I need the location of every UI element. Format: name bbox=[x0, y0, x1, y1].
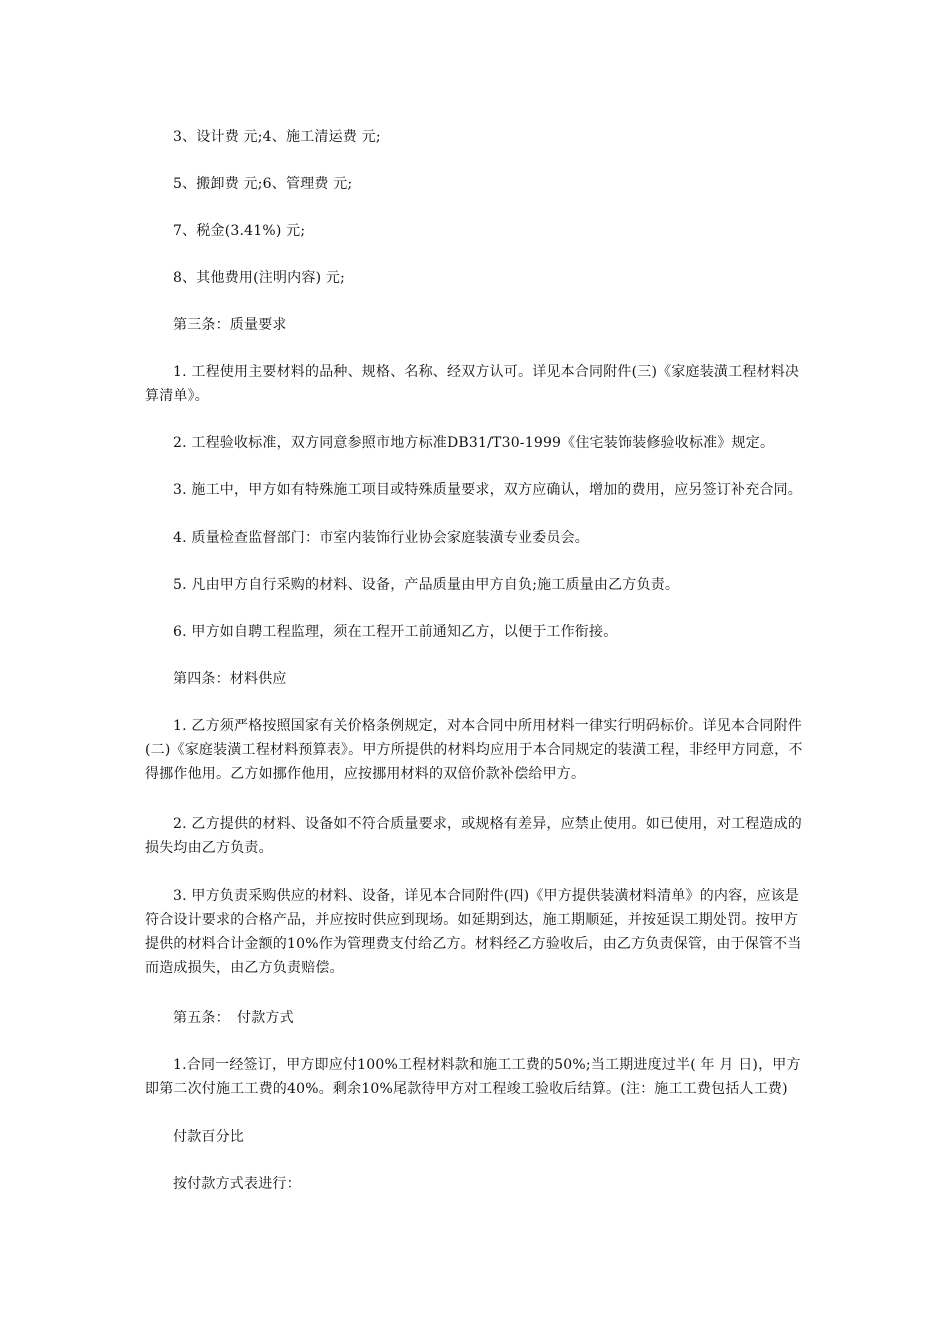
fee-line-design-cleanup: 3、设计费 元;4、施工清运费 元; bbox=[173, 129, 381, 145]
fee-line-other: 8、其他费用(注明内容) 元; bbox=[173, 270, 345, 286]
fee-line-handling-management: 5、搬卸费 元;6、管理费 元; bbox=[173, 176, 353, 192]
materials-clause-3: 3. 甲方负责采购供应的材料、设备，详见本合同附件(四)《甲方提供装潢材料清单》的内容，应该是符合设计要求的合格产品，并应按时供应到现场。如延期到达，施工期顺延，并按延误工期处罚。按甲方提供的材料合计金额的10%作为管理费支付给乙方。材料经乙方验收后，由乙方负责保管，由于保管不当而造成损失，由乙方负责赔偿。 bbox=[145, 888, 802, 976]
quality-clause-1: 1. 工程使用主要材料的品种、规格、名称、经双方认可。详见本合同附件(三)《家庭装潢工程材料决算清单》。 bbox=[145, 364, 800, 404]
fee-line-tax: 7、税金(3.41%) 元; bbox=[173, 223, 306, 239]
payment-clause-1: 1.合同一经签订，甲方即应付100%工程材料款和施工工费的50%;当工期进度过半( 年 月 日)，甲方即第二次付施工工费的40%。剩余10%尾款待甲方对工程竣工验收后结算。(注：施工工费包括人工费) bbox=[145, 1057, 801, 1097]
section-heading-payment: 第五条： 付款方式 bbox=[173, 1010, 294, 1026]
payment-table-note: 按付款方式表进行： bbox=[173, 1176, 301, 1192]
quality-clause-3: 3. 施工中，甲方如有特殊施工项目或特殊质量要求，双方应确认，增加的费用，应另签订补充合同。 bbox=[173, 482, 803, 498]
materials-clause-1: 1. 乙方须严格按照国家有关价格条例规定，对本合同中所用材料一律实行明码标价。详见本合同附件(二)《家庭装潢工程材料预算表》。甲方所提供的材料均应用于本合同规定的装潢工程，非经甲方同意，不得挪作他用。乙方如挪作他用，应按挪用材料的双倍价款补偿给甲方。 bbox=[145, 718, 803, 782]
payment-percentage-label: 付款百分比 bbox=[173, 1129, 244, 1145]
section-heading-materials: 第四条：材料供应 bbox=[173, 671, 287, 687]
quality-clause-5: 5. 凡由甲方自行采购的材料、设备，产品质量由甲方自负;施工质量由乙方负责。 bbox=[173, 577, 680, 593]
quality-clause-6: 6. 甲方如自聘工程监理，须在工程开工前通知乙方，以便于工作衔接。 bbox=[173, 624, 618, 640]
section-heading-quality: 第三条：质量要求 bbox=[173, 317, 287, 333]
quality-clause-4: 4. 质量检查监督部门：市室内装饰行业协会家庭装潢专业委员会。 bbox=[173, 530, 590, 546]
materials-clause-2: 2. 乙方提供的材料、设备如不符合质量要求，或规格有差异，应禁止使用。如已使用，对工程造成的损失均由乙方负责。 bbox=[145, 816, 803, 856]
quality-clause-2: 2. 工程验收标准，双方同意参照市地方标准DB31/T30-1999《住宅装饰装修验收标准》规定。 bbox=[173, 435, 775, 451]
